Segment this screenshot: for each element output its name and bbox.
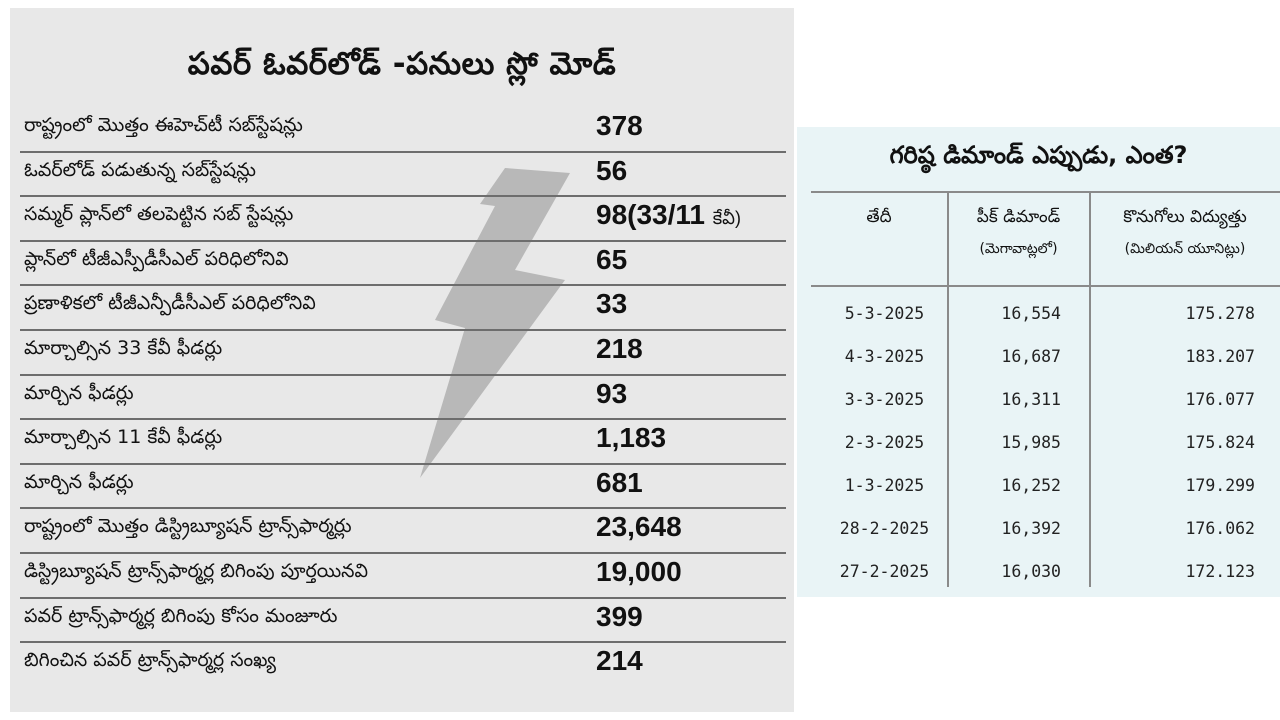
row-label: డిస్ట్రిబ్యూషన్ ట్రాన్స్‌ఫార్మర్ల బిగింపు పూర్తయినవి xyxy=(24,559,369,582)
row-label: ప్రణాళికలో టీజీఎన్పీడీసీఎల్ పరిధిలోనివి xyxy=(24,292,316,315)
list-item xyxy=(20,509,786,554)
divider xyxy=(811,285,1280,287)
row-label: ఓవర్‌లోడ్ పడుతున్న సబ్‌స్టేషన్లు xyxy=(24,158,256,181)
row-label: మార్చిన ఫీడర్లు xyxy=(24,470,134,493)
cell-date: 3-3-2025 xyxy=(844,390,925,409)
row-label: సమ్మర్ ప్లాన్‌లో తలపెట్టిన సబ్ స్టేషన్లు xyxy=(24,203,294,226)
list-item xyxy=(20,286,786,331)
cell-units: 183.207 xyxy=(1185,347,1255,366)
cell-peak: 16,554 xyxy=(1001,304,1061,323)
cell-peak: 16,687 xyxy=(1001,347,1061,366)
peak-demand-panel xyxy=(797,127,1280,597)
column-header-unit: (మెగావాట్లలో) xyxy=(979,241,1058,257)
overload-panel xyxy=(10,8,794,712)
list-item xyxy=(20,554,786,599)
row-value: 65 xyxy=(596,243,628,275)
column-header-peak: పీక్ డిమాండ్ (మెగావాట్లలో) xyxy=(948,201,1089,265)
table-row xyxy=(797,507,1280,550)
panel-title: గరిష్ఠ డిమాండ్ ఎప్పుడు, ఎంత? xyxy=(889,141,1188,169)
list-item xyxy=(20,153,786,198)
row-label: మార్చిన ఫీడర్లు xyxy=(24,381,134,404)
row-value: 1,183 xyxy=(596,422,667,454)
cell-units: 172.123 xyxy=(1185,562,1255,581)
cell-peak: 15,985 xyxy=(1001,433,1061,452)
cell-date: 2-3-2025 xyxy=(844,433,925,452)
list-item xyxy=(20,599,786,644)
cell-units: 176.062 xyxy=(1185,519,1255,538)
cell-units: 175.278 xyxy=(1185,304,1255,323)
row-value: 23,648 xyxy=(596,511,682,543)
stats-list xyxy=(20,108,786,688)
list-item xyxy=(20,197,786,242)
column-header-purchase: కొనుగోలు విద్యుత్తు (మిలియన్ యూనిట్లు) xyxy=(1090,201,1280,265)
row-value: 98(33/11 కేవీ) xyxy=(596,199,741,231)
list-item xyxy=(20,465,786,510)
row-value: 399 xyxy=(596,600,643,632)
table-row xyxy=(797,421,1280,464)
cell-date: 5-3-2025 xyxy=(844,304,925,323)
column-header-date: తేదీ xyxy=(866,207,892,227)
table-row xyxy=(797,550,1280,593)
row-value: 681 xyxy=(596,466,643,498)
row-value: 214 xyxy=(596,645,643,677)
row-label: రాష్ట్రంలో మొత్తం డిస్ట్రిబ్యూషన్ ట్రాన్స్‌ఫార్మర్లు xyxy=(24,515,352,538)
row-value: 56 xyxy=(596,154,628,186)
row-label: మార్చాల్సిన 11 కేవీ ఫీడర్లు xyxy=(24,426,223,449)
row-label: మార్చాల్సిన 33 కేవీ ఫీడర్లు xyxy=(24,336,223,359)
column-header-unit: (మిలియన్ యూనిట్లు) xyxy=(1124,241,1246,257)
row-value: 218 xyxy=(596,332,643,364)
cell-date: 1-3-2025 xyxy=(844,476,925,495)
cell-units: 176.077 xyxy=(1185,390,1255,409)
list-item xyxy=(20,643,786,688)
row-label: రాష్ట్రంలో మొత్తం ఈహెచ్‌టీ సబ్‌స్టేషన్లు xyxy=(24,114,303,136)
row-value: 93 xyxy=(596,377,628,409)
cell-date: 28-2-2025 xyxy=(839,519,930,538)
table-row xyxy=(797,464,1280,507)
row-label: బిగించిన పవర్ ట్రాన్స్‌ఫార్మర్ల సంఖ్య xyxy=(24,649,277,672)
divider xyxy=(811,191,1280,193)
table-row xyxy=(797,292,1280,335)
cell-peak: 16,392 xyxy=(1001,519,1061,538)
list-item xyxy=(20,420,786,465)
row-value: 378 xyxy=(596,110,643,141)
list-item xyxy=(20,108,786,153)
cell-date: 27-2-2025 xyxy=(839,562,930,581)
cell-peak: 16,311 xyxy=(1001,390,1061,409)
row-value: 33 xyxy=(596,288,628,320)
row-label: పవర్ ట్రాన్స్‌ఫార్మర్ల బిగింపు కోసం మంజూరు xyxy=(24,604,338,627)
table-row xyxy=(797,378,1280,421)
row-label: ప్లాన్‌లో టీజీఎస్పీడీసీఎల్ పరిధిలోనివి xyxy=(24,247,289,270)
cell-peak: 16,252 xyxy=(1001,476,1061,495)
list-item xyxy=(20,242,786,287)
list-item xyxy=(20,331,786,376)
row-unit-note: కేవీ) xyxy=(712,208,741,229)
cell-units: 179.299 xyxy=(1185,476,1255,495)
panel-title: పవర్ ఓవర్‌లోడ్ -పనులు స్లో మోడ్ xyxy=(187,46,617,82)
cell-peak: 16,030 xyxy=(1001,562,1061,581)
list-item xyxy=(20,376,786,421)
cell-units: 175.824 xyxy=(1185,433,1255,452)
row-value: 19,000 xyxy=(596,555,682,587)
cell-date: 4-3-2025 xyxy=(844,347,925,366)
table-row xyxy=(797,335,1280,378)
